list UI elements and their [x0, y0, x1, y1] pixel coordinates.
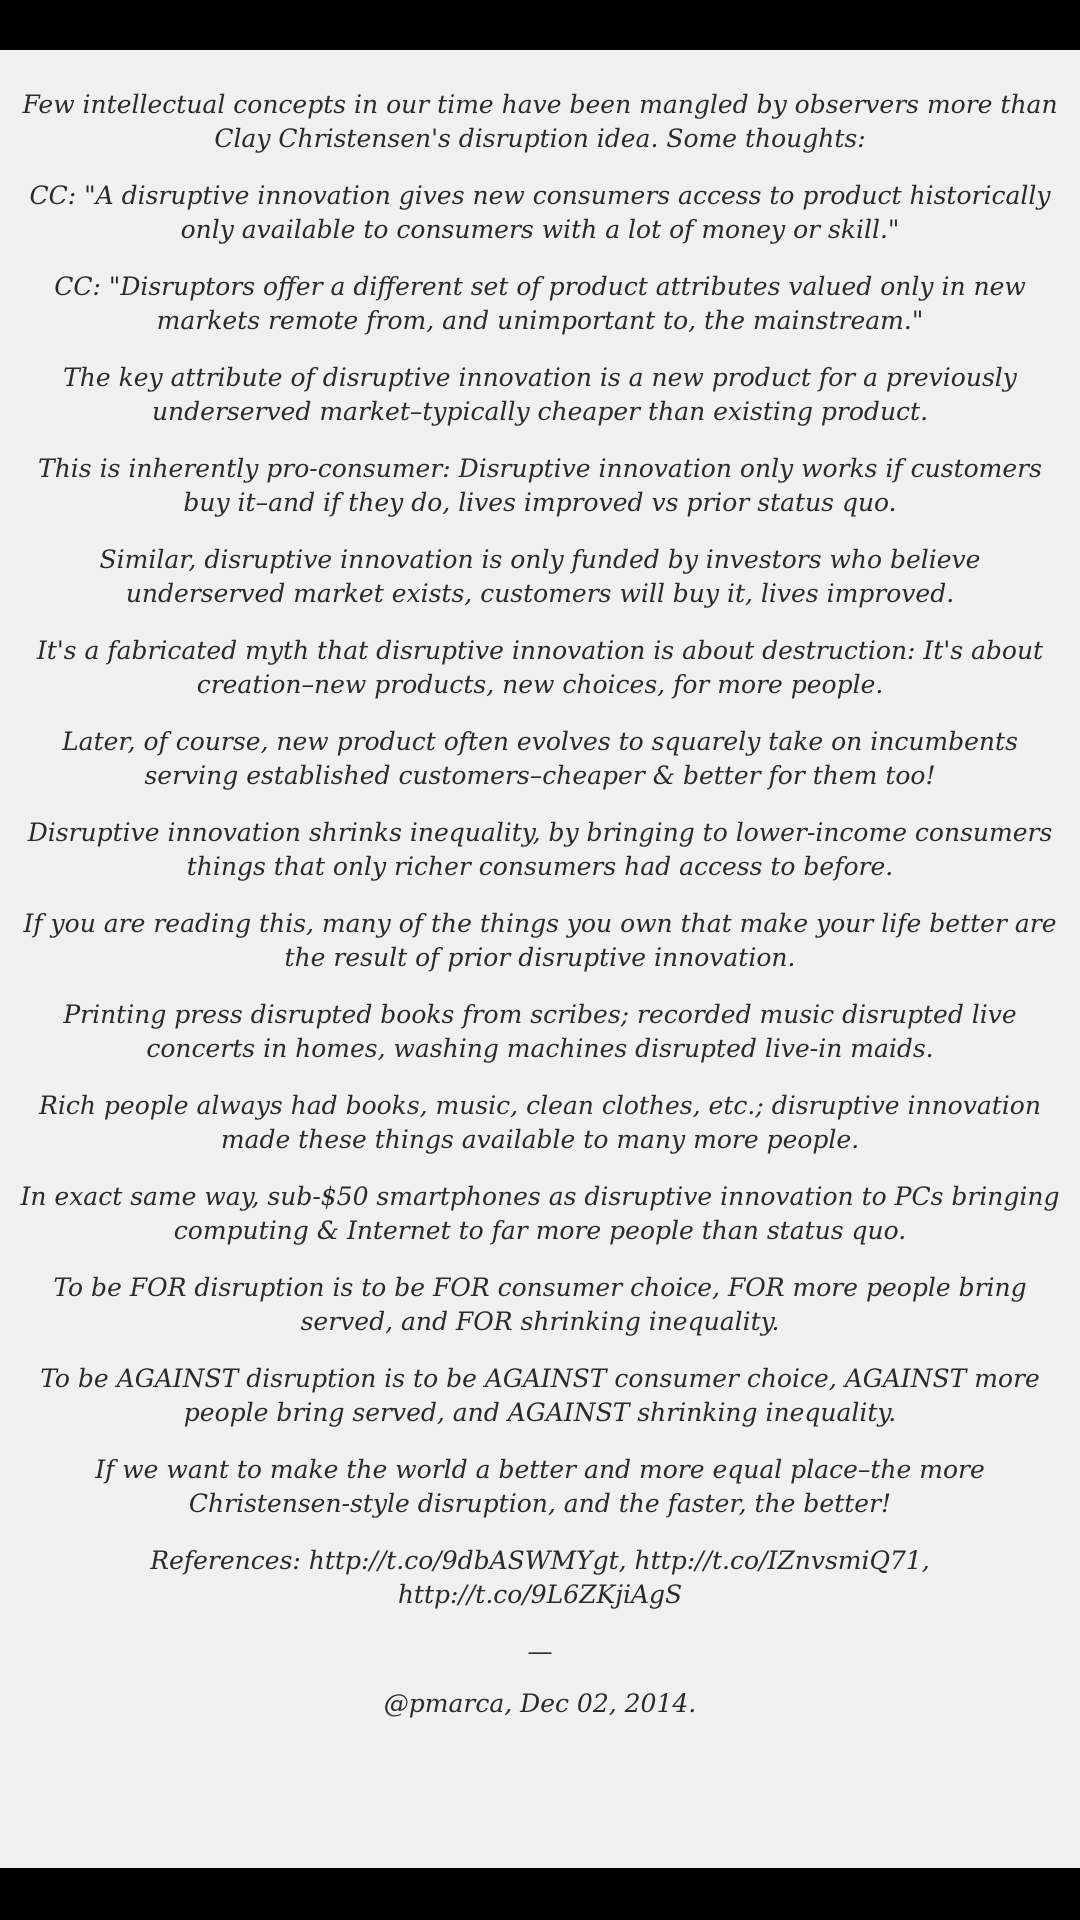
paragraph: Rich people always had books, music, clean clothes, etc.; disruptive innovation made these things available to many more people.: [39, 1091, 1041, 1154]
paragraph: In exact same way, sub-$50 smartphones as disruptive innovation to PCs bringing computing & Internet to far more people than status quo.: [20, 1182, 1060, 1245]
paragraph: The key attribute of disruptive innovation is a new product for a previously underserved market–typically cheaper than existing product.: [63, 363, 1017, 426]
top-black-bar: [0, 0, 1080, 50]
paragraph: This is inherently pro-consumer: Disruptive innovation only works if customers buy it–and if they do, lives improved vs prior status quo.: [38, 454, 1042, 517]
paragraph: Printing press disrupted books from scribes; recorded music disrupted live concerts in homes, washing machines disrupted live-in maids.: [63, 1000, 1017, 1063]
paragraph: To be FOR disruption is to be FOR consumer choice, FOR more people bring served, and FOR shrinking inequality.: [53, 1273, 1027, 1336]
paragraph: Similar, disruptive innovation is only funded by investors who believe underserved market exists, customers will buy it, lives improved.: [99, 545, 981, 608]
separator-dash: —: [527, 1637, 553, 1666]
paragraph: To be AGAINST disruption is to be AGAINST consumer choice, AGAINST more people bring served, and AGAINST shrinking inequality.: [40, 1364, 1040, 1427]
paragraph-intro: Few intellectual concepts in our time have been mangled by observers more than Clay Christensen's disruption idea. Some thoughts:: [22, 90, 1058, 153]
bottom-black-bar: [0, 1868, 1080, 1920]
paragraph: If we want to make the world a better and more equal place–the more Christensen-style disruption, and the faster, the better!: [95, 1455, 985, 1518]
paragraph: It's a fabricated myth that disruptive innovation is about destruction: It's about creation–new products, new choices, for more people.: [36, 636, 1044, 699]
paragraph: Disruptive innovation shrinks inequality, by bringing to lower-income consumers things that only richer consumers had access to before.: [27, 818, 1053, 881]
paragraph: If you are reading this, many of the things you own that make your life better are the result of prior disruptive innovation.: [23, 909, 1057, 972]
paragraph-quote-2: CC: "Disruptors offer a different set of product attributes valued only in new markets remote from, and unimportant to, the mainstream.": [54, 272, 1026, 335]
paragraph: Later, of course, new product often evolves to squarely take on incumbents serving established customers–cheaper & better for them too!: [62, 727, 1018, 790]
article-page: [0, 50, 1080, 1868]
author-signature: @pmarca, Dec 02, 2014.: [383, 1689, 697, 1718]
article-body: [20, 88, 1060, 1721]
paragraph-references: References: http://t.co/9dbASWMYgt, http://t.co/IZnvsmiQ71, http://t.co/9L6ZKjiAgS: [150, 1546, 930, 1609]
paragraph-quote-1: CC: "A disruptive innovation gives new consumers access to product historically only available to consumers with a lot of money or skill.": [29, 181, 1051, 244]
